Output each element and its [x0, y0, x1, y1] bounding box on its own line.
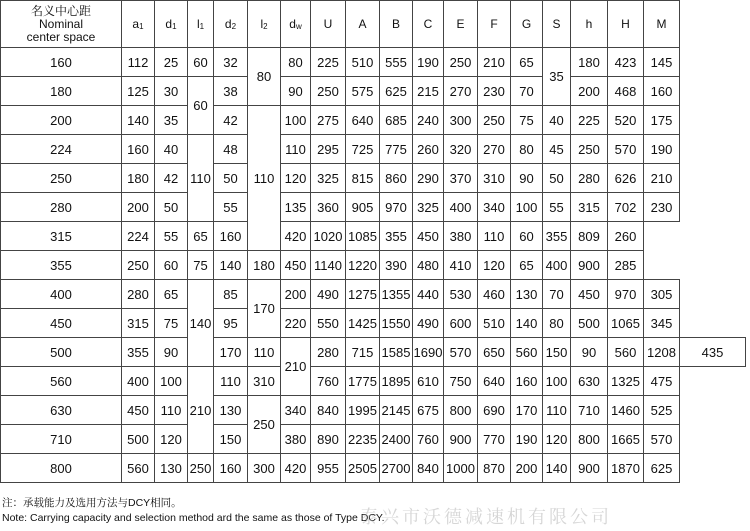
cell-center: 560	[1, 367, 122, 396]
cell-B: 2400	[380, 425, 413, 454]
cell-H: 900	[571, 251, 608, 280]
cell-H: 626	[608, 164, 644, 193]
cell-dw: 310	[248, 367, 281, 396]
cell-E: 800	[444, 396, 478, 425]
cell-M: 345	[644, 309, 680, 338]
cell-A: 815	[346, 164, 380, 193]
cell-d1: 60	[155, 251, 188, 280]
cell-E: 600	[444, 309, 478, 338]
cell-d2: 48	[214, 135, 248, 164]
cell-dw: 180	[248, 251, 281, 280]
table-row	[1, 193, 746, 222]
cell-H: 809	[571, 222, 608, 251]
cell-F: 560	[511, 338, 543, 367]
cell-M: 230	[644, 193, 680, 222]
cell-E: 750	[444, 367, 478, 396]
cell-a1: 450	[122, 396, 155, 425]
cell-dw: 220	[281, 309, 311, 338]
cell-l2: 110	[248, 106, 281, 251]
cell-d1: 110	[155, 396, 188, 425]
cell-S: 60	[511, 222, 543, 251]
cell-d2: 110	[214, 367, 248, 396]
col-header-G: G	[511, 1, 543, 48]
cell-l1: 210	[188, 367, 214, 454]
cell-G: 140	[511, 309, 543, 338]
cell-M: 435	[680, 338, 746, 367]
cell-a1: 224	[122, 222, 155, 251]
cell-F: 510	[478, 309, 511, 338]
cell-a1: 355	[122, 338, 155, 367]
company-watermark: 泰兴市沃德减速机有限公司	[360, 507, 612, 528]
cell-h: 630	[571, 367, 608, 396]
cell-dw: 160	[214, 222, 248, 251]
cell-G: 200	[511, 454, 543, 483]
cell-F: 380	[444, 222, 478, 251]
cell-G: 65	[511, 48, 543, 77]
cell-a1: 250	[122, 251, 155, 280]
cell-E: 370	[444, 164, 478, 193]
cell-F: 230	[478, 77, 511, 106]
cell-d2: 42	[214, 106, 248, 135]
cell-a1: 160	[122, 135, 155, 164]
cell-d1: 65	[155, 280, 188, 309]
cell-H: 423	[608, 48, 644, 77]
cell-C: 440	[413, 280, 444, 309]
cell-d2: 85	[214, 280, 248, 309]
cell-E: 530	[444, 280, 478, 309]
cell-U: 955	[311, 454, 346, 483]
cell-h: 280	[571, 164, 608, 193]
cell-H: 1870	[608, 454, 644, 483]
table-row	[1, 309, 746, 338]
cell-C: 840	[413, 454, 444, 483]
cell-h: 355	[543, 222, 571, 251]
cell-G: 70	[511, 77, 543, 106]
cell-U: 760	[311, 367, 346, 396]
cell-S: 140	[543, 454, 571, 483]
cell-h: 500	[571, 309, 608, 338]
cell-h: 180	[571, 48, 608, 77]
cell-H: 570	[608, 135, 644, 164]
cell-U: 715	[346, 338, 380, 367]
col-header-H: H	[608, 1, 644, 48]
cell-M: 525	[644, 396, 680, 425]
cell-dw: 80	[281, 48, 311, 77]
cell-A: 1995	[346, 396, 380, 425]
cell-d1: 25	[155, 48, 188, 77]
table-row	[1, 338, 746, 367]
cell-B: 625	[380, 77, 413, 106]
cell-d2: 160	[214, 454, 248, 483]
cell-F: 250	[478, 106, 511, 135]
cell-center: 500	[1, 338, 122, 367]
cell-dw: 420	[281, 454, 311, 483]
col-header-d1: $d_1$	[155, 1, 188, 48]
cell-M: 285	[608, 251, 644, 280]
cell-a1: 500	[122, 425, 155, 454]
cell-M: 260	[608, 222, 644, 251]
cell-center: 200	[1, 106, 122, 135]
note-cn: 注：承载能力及选用方法与DCY相同。	[2, 497, 182, 509]
cell-dw: 200	[281, 280, 311, 309]
cell-d1: 100	[155, 367, 188, 396]
cell-F: 690	[478, 396, 511, 425]
cell-M: 175	[644, 106, 680, 135]
cell-dw: 340	[281, 396, 311, 425]
cell-C: 355	[380, 222, 413, 251]
cell-C: 260	[413, 135, 444, 164]
cell-C: 675	[413, 396, 444, 425]
cell-B: 1355	[380, 280, 413, 309]
header-row	[1, 1, 746, 48]
cell-U: 450	[281, 251, 311, 280]
table-row	[1, 425, 746, 454]
cell-C: 570	[444, 338, 478, 367]
cell-l2: 80	[248, 48, 281, 106]
cell-B: 860	[380, 164, 413, 193]
cell-h: 560	[608, 338, 644, 367]
cell-d1: 50	[155, 193, 188, 222]
cell-C: 610	[413, 367, 444, 396]
cell-B: 555	[380, 48, 413, 77]
cell-C: 290	[413, 164, 444, 193]
cell-G: 80	[511, 135, 543, 164]
cell-d2: 65	[188, 222, 214, 251]
cell-E: 400	[444, 193, 478, 222]
col-header-d2: $d_2$	[214, 1, 248, 48]
cell-center: 800	[1, 454, 122, 483]
cell-F: 770	[478, 425, 511, 454]
cell-G: 160	[511, 367, 543, 396]
table-row	[1, 396, 746, 425]
cell-h: 900	[571, 454, 608, 483]
cell-H: 468	[608, 77, 644, 106]
cell-A: 510	[346, 48, 380, 77]
cell-U: 420	[281, 222, 311, 251]
cell-S: 55	[543, 193, 571, 222]
table-row	[1, 164, 746, 193]
cell-A: 725	[346, 135, 380, 164]
cell-M: 305	[644, 280, 680, 309]
col-header-C: C	[413, 1, 444, 48]
cell-S: 100	[543, 367, 571, 396]
cell-A: 1140	[311, 251, 346, 280]
cell-B: 1895	[380, 367, 413, 396]
cell-h: 315	[571, 193, 608, 222]
cell-B: 1085	[346, 222, 380, 251]
cell-F: 210	[478, 48, 511, 77]
cell-h: 710	[571, 396, 608, 425]
cell-center: 280	[1, 193, 122, 222]
cell-h: 800	[571, 425, 608, 454]
cell-A: 1425	[346, 309, 380, 338]
cell-d1: 120	[155, 425, 188, 454]
cell-G: 190	[511, 425, 543, 454]
cell-B: 2145	[380, 396, 413, 425]
cell-center: 400	[1, 280, 122, 309]
cell-M: 160	[644, 77, 680, 106]
cell-U: 890	[311, 425, 346, 454]
table-row	[1, 77, 746, 106]
col-header-l2: $l_2$	[248, 1, 281, 48]
cell-U: 225	[311, 48, 346, 77]
cell-U: 325	[311, 164, 346, 193]
cell-dw: 280	[311, 338, 346, 367]
cell-E: 650	[478, 338, 511, 367]
cell-F: 460	[478, 280, 511, 309]
cell-G: 130	[511, 280, 543, 309]
cell-center: 450	[1, 309, 122, 338]
cell-M: 210	[644, 164, 680, 193]
cell-A: 640	[346, 106, 380, 135]
cell-G: 110	[478, 222, 511, 251]
cell-a1: 180	[122, 164, 155, 193]
cell-B: 1220	[346, 251, 380, 280]
cell-H: 702	[608, 193, 644, 222]
cell-l1: 110	[188, 135, 214, 222]
cell-M: 625	[644, 454, 680, 483]
cell-G: 150	[543, 338, 571, 367]
cell-M: 190	[644, 135, 680, 164]
table-row	[1, 106, 746, 135]
cell-S: 35	[543, 48, 571, 106]
cell-B: 1690	[413, 338, 444, 367]
cell-F: 310	[478, 164, 511, 193]
nominal-en-label-2: center space	[26, 29, 96, 44]
cell-H: 1665	[608, 425, 644, 454]
cell-H: 520	[608, 106, 644, 135]
cell-U: 490	[311, 280, 346, 309]
cell-C: 240	[413, 106, 444, 135]
col-header-A: A	[346, 1, 380, 48]
cell-d1: 42	[155, 164, 188, 193]
cell-B: 2700	[380, 454, 413, 483]
cell-center: 250	[1, 164, 122, 193]
cell-C: 215	[413, 77, 444, 106]
cell-A: 2235	[346, 425, 380, 454]
cell-H: 1460	[608, 396, 644, 425]
cell-center: 355	[1, 251, 122, 280]
cell-A: 1775	[346, 367, 380, 396]
cell-d1: 35	[155, 106, 188, 135]
cell-l1: 170	[214, 338, 248, 367]
cell-A: 1020	[311, 222, 346, 251]
col-header-h: h	[571, 1, 608, 48]
cell-d1: 130	[155, 454, 188, 483]
cell-l1: 60	[188, 48, 214, 77]
cell-U: 295	[311, 135, 346, 164]
cell-dw: 110	[281, 135, 311, 164]
cell-F: 640	[478, 367, 511, 396]
cell-h: 250	[571, 135, 608, 164]
cell-C: 190	[413, 48, 444, 77]
col-header-F: F	[478, 1, 511, 48]
cell-M: 145	[644, 48, 680, 77]
cell-E: 480	[413, 251, 444, 280]
cell-l1: 60	[188, 77, 214, 135]
cell-B: 685	[380, 106, 413, 135]
cell-d2: 150	[214, 425, 248, 454]
cell-d1: 75	[155, 309, 188, 338]
cell-G: 170	[511, 396, 543, 425]
cell-a1: 280	[122, 280, 155, 309]
cell-C: 390	[380, 251, 413, 280]
table-row	[1, 367, 746, 396]
cell-l2: 210	[281, 338, 311, 396]
cell-l2: 250	[248, 396, 281, 454]
cell-a1: 125	[122, 77, 155, 106]
table-row	[1, 222, 746, 251]
cell-d2: 50	[214, 164, 248, 193]
cell-d1: 55	[155, 222, 188, 251]
cell-dw: 380	[281, 425, 311, 454]
nominal-center-space-header	[1, 1, 122, 48]
table-row	[1, 135, 746, 164]
cell-h: 400	[543, 251, 571, 280]
cell-G: 100	[511, 193, 543, 222]
cell-E: 450	[413, 222, 444, 251]
cell-d1: 90	[155, 338, 188, 367]
cell-F: 870	[478, 454, 511, 483]
col-header-S: S	[543, 1, 571, 48]
cell-E: 300	[444, 106, 478, 135]
cell-dw: 90	[281, 77, 311, 106]
cell-U: 840	[311, 396, 346, 425]
cell-B: 970	[380, 193, 413, 222]
cell-l2: 170	[248, 280, 281, 338]
cell-A: 1275	[346, 280, 380, 309]
cell-H: 1065	[608, 309, 644, 338]
cell-M: 475	[644, 367, 680, 396]
cell-C: 325	[413, 193, 444, 222]
cell-a1: 112	[122, 48, 155, 77]
col-header-a1: $a_1$	[122, 1, 155, 48]
cell-E: 250	[444, 48, 478, 77]
cell-S: 45	[543, 135, 571, 164]
cell-G: 75	[511, 106, 543, 135]
cell-E: 1000	[444, 454, 478, 483]
cell-S: 120	[543, 425, 571, 454]
cell-h: 200	[571, 77, 608, 106]
cell-G: 90	[511, 164, 543, 193]
cell-d1: 40	[155, 135, 188, 164]
cell-B: 775	[380, 135, 413, 164]
table-body	[1, 48, 746, 483]
cell-d1: 30	[155, 77, 188, 106]
table-row	[1, 280, 746, 309]
cell-d2: 38	[214, 77, 248, 106]
cell-U: 550	[311, 309, 346, 338]
cell-C: 490	[413, 309, 444, 338]
table-row	[1, 48, 746, 77]
cell-U: 360	[311, 193, 346, 222]
cell-A: 575	[346, 77, 380, 106]
col-header-M: M	[644, 1, 680, 48]
col-header-U: U	[311, 1, 346, 48]
cell-a1: 315	[122, 309, 155, 338]
cell-E: 270	[444, 77, 478, 106]
cell-C: 760	[413, 425, 444, 454]
cell-S: 80	[543, 309, 571, 338]
cell-U: 275	[311, 106, 346, 135]
cell-h: 450	[571, 280, 608, 309]
cell-d2: 95	[214, 309, 248, 338]
cell-center: 710	[1, 425, 122, 454]
cell-center: 630	[1, 396, 122, 425]
cell-H: 1208	[644, 338, 680, 367]
cell-d2: 32	[214, 48, 248, 77]
cell-dw: 120	[281, 164, 311, 193]
cell-S: 110	[543, 396, 571, 425]
cell-l2: 300	[248, 454, 281, 483]
cell-A: 1585	[380, 338, 413, 367]
cell-E: 320	[444, 135, 478, 164]
cell-center: 315	[1, 222, 122, 251]
cell-dw: 100	[281, 106, 311, 135]
cell-d2: 75	[188, 251, 214, 280]
cell-S: 65	[511, 251, 543, 280]
cell-a1: 200	[122, 193, 155, 222]
cell-center: 224	[1, 135, 122, 164]
cell-d2: 55	[214, 193, 248, 222]
cell-d2: 130	[214, 396, 248, 425]
cell-S: 70	[543, 280, 571, 309]
cell-h: 225	[571, 106, 608, 135]
cell-H: 1325	[608, 367, 644, 396]
col-header-dw: $d_w$	[281, 1, 311, 48]
col-header-B: B	[380, 1, 413, 48]
cell-dw: 135	[281, 193, 311, 222]
cell-H: 970	[608, 280, 644, 309]
cell-E: 900	[444, 425, 478, 454]
cell-M: 570	[644, 425, 680, 454]
cell-S: 40	[543, 106, 571, 135]
cell-U: 250	[311, 77, 346, 106]
cell-a1: 560	[122, 454, 155, 483]
cell-F: 410	[444, 251, 478, 280]
table-row	[1, 251, 746, 280]
cell-l2: 140	[214, 251, 248, 280]
table-row	[1, 454, 746, 483]
nominal-en-label-1: Nominal	[38, 16, 83, 31]
cell-A: 2505	[346, 454, 380, 483]
cell-S: 90	[571, 338, 608, 367]
cell-F: 270	[478, 135, 511, 164]
cell-center: 180	[1, 77, 122, 106]
cell-l1: 140	[188, 280, 214, 367]
cell-center: 160	[1, 48, 122, 77]
cell-S: 50	[543, 164, 571, 193]
cell-G: 120	[478, 251, 511, 280]
col-header-l1: $l_1$	[188, 1, 214, 48]
cell-B: 1550	[380, 309, 413, 338]
cell-d2: 110	[248, 338, 281, 367]
cell-A: 905	[346, 193, 380, 222]
cell-F: 340	[478, 193, 511, 222]
cell-a1: 140	[122, 106, 155, 135]
nominal-cn-label: 名义中心距	[30, 3, 91, 18]
cell-l1: 250	[188, 454, 214, 483]
cell-a1: 400	[122, 367, 155, 396]
note-en: Note: Carrying capacity and selection method ard the same as those of Type DCY.	[2, 512, 385, 524]
col-header-E: E	[444, 1, 478, 48]
